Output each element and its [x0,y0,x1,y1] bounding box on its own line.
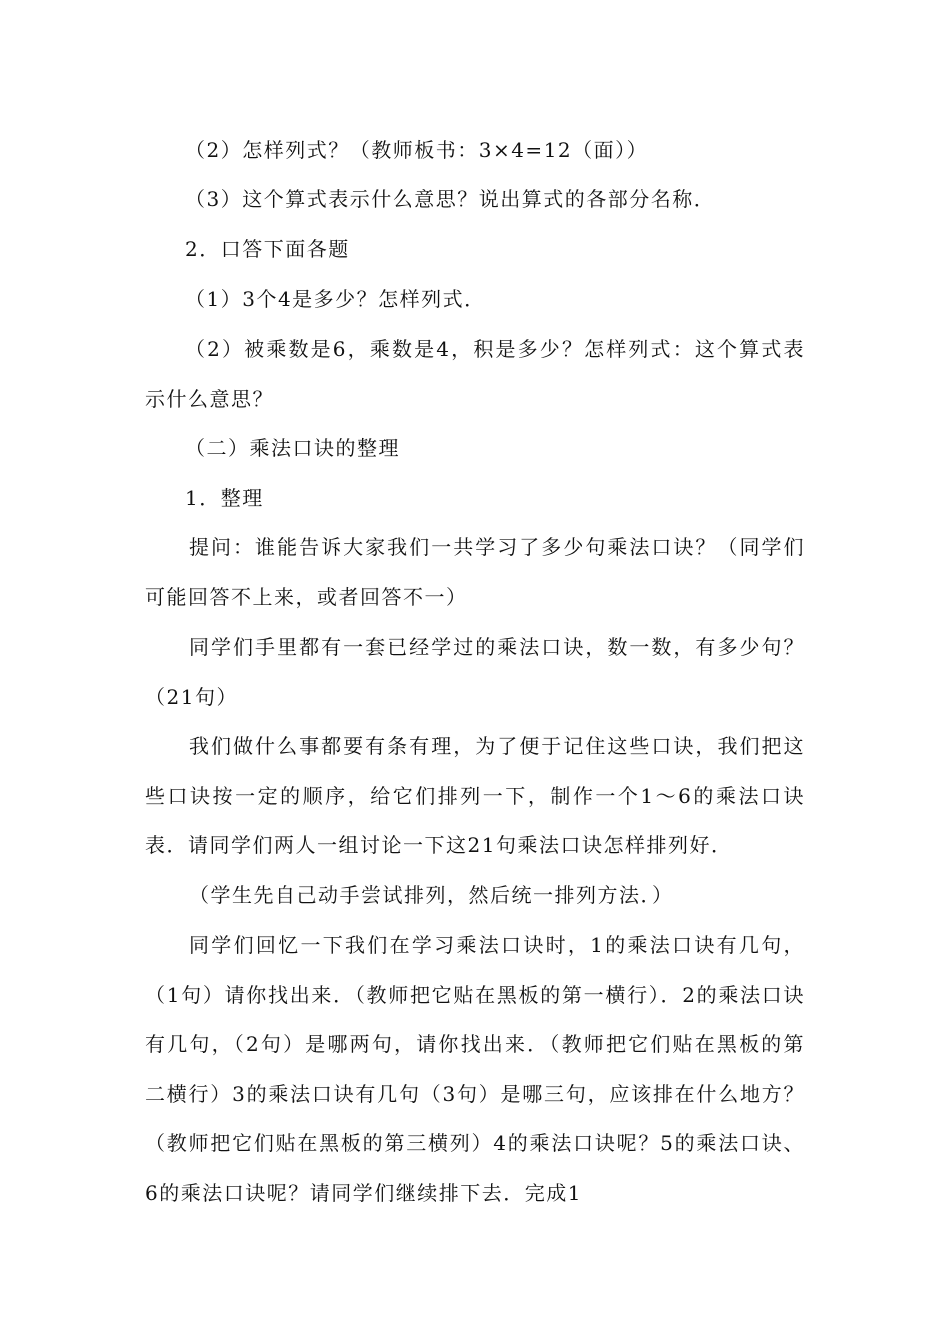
paragraph-6: （二）乘法口诀的整理 [185,436,400,460]
paragraph-4: （1）3个4是多少？怎样列式． [185,287,486,311]
paragraph-8: 提问：谁能告诉大家我们一共学习了多少句乘法口诀？（同学们可能回答不上来，或者回答不一） [145,535,805,609]
paragraph-10: 我们做什么事都要有条有理，为了便于记住这些口诀，我们把这些口诀按一定的顺序，给它们排列一下，制作一个1～6的乘法口诀表．请同学们两人一组讨论一下这21句乘法口诀怎样排列好． [145,734,805,858]
paragraph-11: （学生先自己动手尝试排列，然后统一排列方法．） [189,883,674,907]
paragraph-3: 2．口答下面各题 [185,237,350,261]
paragraph-12: 同学们回忆一下我们在学习乘法口诀时，1的乘法口诀有几句，（1句）请你找出来．（教师把它贴在黑板的第一横行）．2的乘法口诀有几句，（2句）是哪两句，请你找出来．（教师把它们贴在黑板的第二横行）3的乘法口诀有几句（3句）是哪三句，应该排在什么地方？（教师把它们贴在黑板的第三横列）4的乘法口诀呢？5的乘法口诀、6的乘法口诀呢？请同学们继续排下去．完成1 [145,933,805,1205]
paragraph-9: 同学们手里都有一套已经学过的乘法口诀，数一数，有多少句？（21句） [145,635,805,709]
paragraph-2: （3）这个算式表示什么意思？说出算式的各部分名称． [185,187,716,211]
paragraph-1: （2）怎样列式？（教师板书：3×4=12（面）） [185,138,649,162]
paragraph-5: （2）被乘数是6，乘数是4，积是多少？怎样列式：这个算式表示什么意思？ [145,337,805,411]
paragraph-7: 1．整理 [185,486,264,510]
